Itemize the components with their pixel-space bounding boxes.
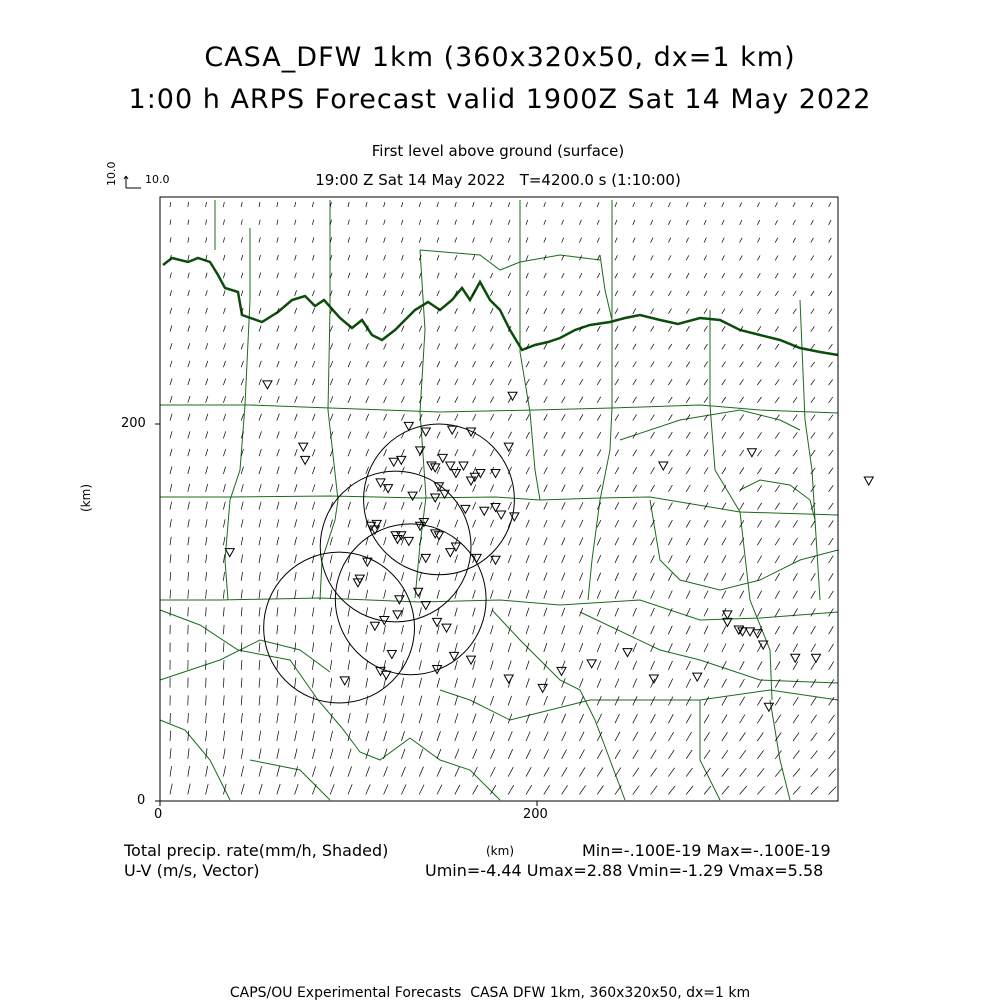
station-marker-icon	[393, 611, 402, 619]
credits-line: CAPS/OU Experimental Forecasts CASA DFW 1km, 360x320x50, dx=1 km	[0, 986, 980, 1000]
map-title-line-2: 1:00 h ARPS Forecast valid 1900Z Sat 14 May 2022	[0, 86, 1000, 113]
min-max-readout: Min=-.100E-19 Max=-.100E-19	[582, 843, 831, 859]
station-marker-icon	[587, 660, 596, 668]
station-marker-icon	[408, 492, 417, 500]
station-marker-icon	[693, 673, 702, 681]
y-axis-label: (km)	[80, 484, 92, 512]
station-marker-icon	[864, 477, 873, 485]
radar-range-ring	[364, 424, 515, 575]
station-marker-icon	[451, 543, 460, 551]
radar-range-rings	[264, 424, 515, 703]
precip-field-label: Total precip. rate(mm/h, Shaded)	[124, 843, 388, 859]
station-marker-icon	[395, 596, 404, 604]
station-marker-icon	[404, 537, 413, 545]
station-marker-icon	[421, 428, 430, 436]
station-marker-icon	[649, 675, 658, 683]
reference-vector-icon	[124, 176, 141, 188]
station-marker-icon	[446, 462, 455, 470]
uv-range-readout: Umin=-4.44 Umax=2.88 Vmin=-1.29 Vmax=5.58	[425, 863, 823, 879]
station-marker-icon	[759, 641, 768, 649]
wind-field-label: U-V (m/s, Vector)	[124, 863, 260, 879]
county-boundaries	[160, 200, 838, 800]
wind-vector-field	[170, 202, 836, 794]
station-marker-icon	[480, 507, 489, 515]
station-marker-icon	[538, 684, 547, 692]
map-title-line-1: CASA_DFW 1km (360x320x50, dx=1 km)	[0, 44, 1000, 71]
station-marker-icon	[421, 554, 430, 562]
station-marker-icon	[467, 656, 476, 664]
level-label: First level above ground (surface)	[0, 144, 996, 159]
station-marker-icon	[263, 381, 272, 389]
station-marker-icon	[448, 426, 457, 434]
station-marker-icon	[382, 671, 391, 679]
station-marker-icon	[397, 456, 406, 464]
station-marker-icon	[504, 443, 513, 451]
state-border-line	[163, 258, 838, 355]
x-axis-label: (km)	[486, 845, 514, 857]
station-marker-icon	[811, 654, 820, 662]
reference-vector-vertical-label: 10.0	[106, 162, 117, 187]
station-marker-icon	[504, 675, 513, 683]
plot-frame	[155, 197, 838, 806]
station-marker-icon	[747, 449, 756, 457]
station-marker-icon	[301, 456, 310, 464]
station-marker-icon	[557, 667, 566, 675]
station-marker-icon	[389, 458, 398, 466]
station-marker-icon	[508, 392, 517, 400]
station-marker-icon	[370, 622, 379, 630]
station-marker-icon	[459, 462, 468, 470]
valid-time-label: 19:00 Z Sat 14 May 2022 T=4200.0 s (1:10:00)	[0, 173, 996, 188]
station-marker-icon	[442, 624, 451, 632]
station-marker-icon	[497, 511, 506, 519]
station-marker-icon	[623, 649, 632, 657]
station-markers	[225, 381, 873, 711]
station-marker-icon	[387, 650, 396, 658]
station-marker-icon	[225, 549, 234, 557]
station-marker-icon	[791, 654, 800, 662]
station-marker-icon	[372, 520, 381, 528]
station-marker-icon	[340, 677, 349, 685]
station-marker-icon	[659, 462, 668, 470]
station-marker-icon	[446, 549, 455, 557]
x-tick-label-200: 200	[523, 808, 548, 821]
reference-vector-horizontal-label: 10.0	[145, 174, 170, 185]
station-marker-icon	[433, 618, 442, 626]
y-tick-label-0: 0	[137, 794, 145, 807]
y-tick-label-200: 200	[121, 417, 146, 430]
station-marker-icon	[421, 601, 430, 609]
x-tick-label-0: 0	[154, 808, 162, 821]
station-marker-icon	[438, 454, 447, 462]
station-marker-icon	[299, 443, 308, 451]
